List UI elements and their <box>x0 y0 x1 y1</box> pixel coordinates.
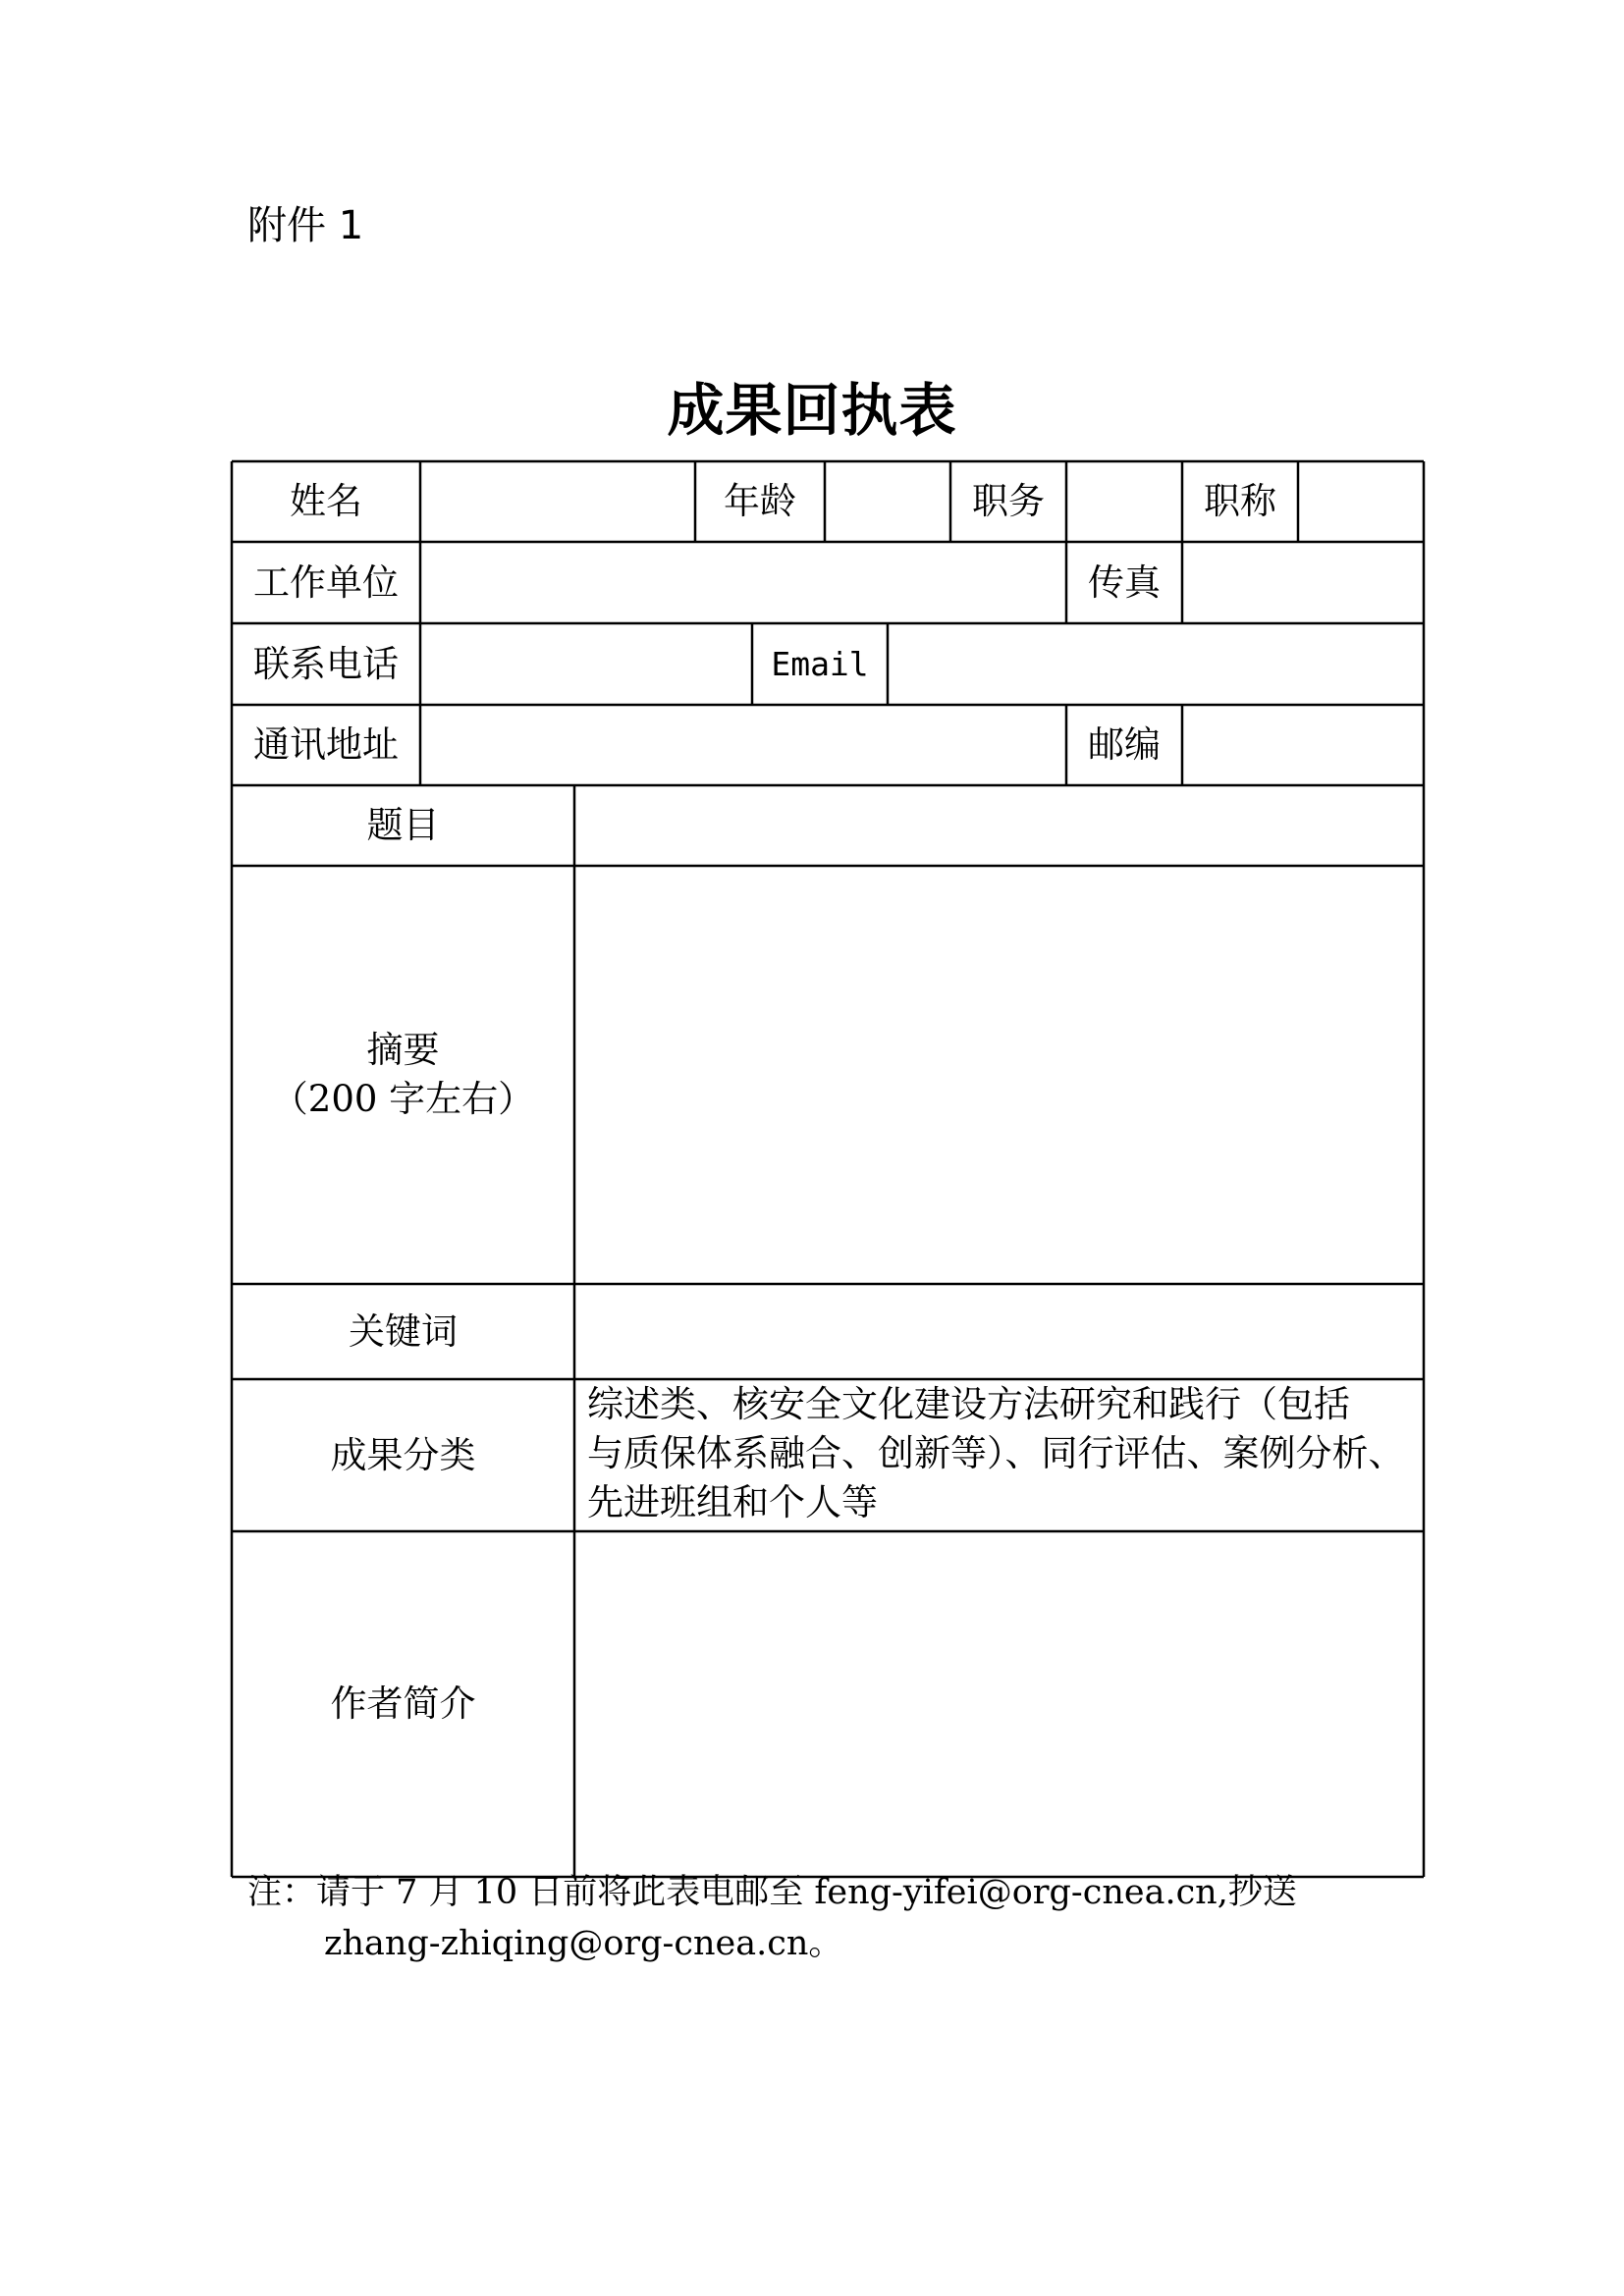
name-field[interactable] <box>420 461 695 542</box>
label-phone: 联系电话 <box>253 642 399 685</box>
label-category: 成果分类 <box>330 1433 476 1476</box>
address-field[interactable] <box>420 705 1066 785</box>
email-field[interactable] <box>888 623 1424 705</box>
fax-field[interactable] <box>1182 542 1424 623</box>
position-field[interactable] <box>1066 461 1182 542</box>
title-rank-field[interactable] <box>1298 461 1424 542</box>
label-title-rank: 职称 <box>1204 480 1276 522</box>
attachment-label: 附件 1 <box>247 203 364 248</box>
label-position: 职务 <box>972 480 1045 522</box>
footnote-line-1: 注：请于 7 月 10 日前将此表电邮至 feng-yifei@org-cnea.cn,抄送 <box>247 1873 1297 1912</box>
work-unit-field[interactable] <box>420 542 1066 623</box>
label-address: 通讯地址 <box>253 723 399 766</box>
label-age: 年龄 <box>724 480 796 522</box>
footnote <box>247 1867 1297 1969</box>
form-title: 成果回执表 <box>667 377 957 444</box>
label-author-bio: 作者简介 <box>330 1682 476 1725</box>
category-line-1: 综述类、核安全文化建设方法研究和践行（包括 <box>587 1383 1350 1425</box>
phone-field[interactable] <box>420 623 752 705</box>
label-keywords: 关键词 <box>349 1309 458 1353</box>
category-description <box>587 1380 1412 1527</box>
footnote-line-2: zhang-zhiqing@org-cnea.cn。 <box>324 1924 843 1963</box>
label-topic: 题目 <box>366 804 440 846</box>
topic-field[interactable] <box>574 785 1424 866</box>
postcode-field[interactable] <box>1182 705 1424 785</box>
abstract-field[interactable] <box>574 866 1424 1284</box>
category-line-2: 与质保体系融合、创新等）、同行评估、案例分析、 <box>587 1432 1405 1474</box>
label-email: Email <box>771 644 869 683</box>
label-name: 姓名 <box>290 480 362 522</box>
age-field[interactable] <box>825 461 950 542</box>
label-work-unit: 工作单位 <box>253 561 399 604</box>
label-postcode: 邮编 <box>1088 723 1161 766</box>
category-line-3: 先进班组和个人等 <box>587 1481 878 1523</box>
author-bio-field[interactable] <box>574 1531 1424 1877</box>
label-fax: 传真 <box>1088 561 1161 604</box>
keywords-field[interactable] <box>574 1284 1424 1379</box>
label-abstract-hint: （200 字左右） <box>271 1078 535 1120</box>
label-abstract: 摘要 <box>366 1029 440 1071</box>
label-abstract-group <box>232 866 574 1284</box>
